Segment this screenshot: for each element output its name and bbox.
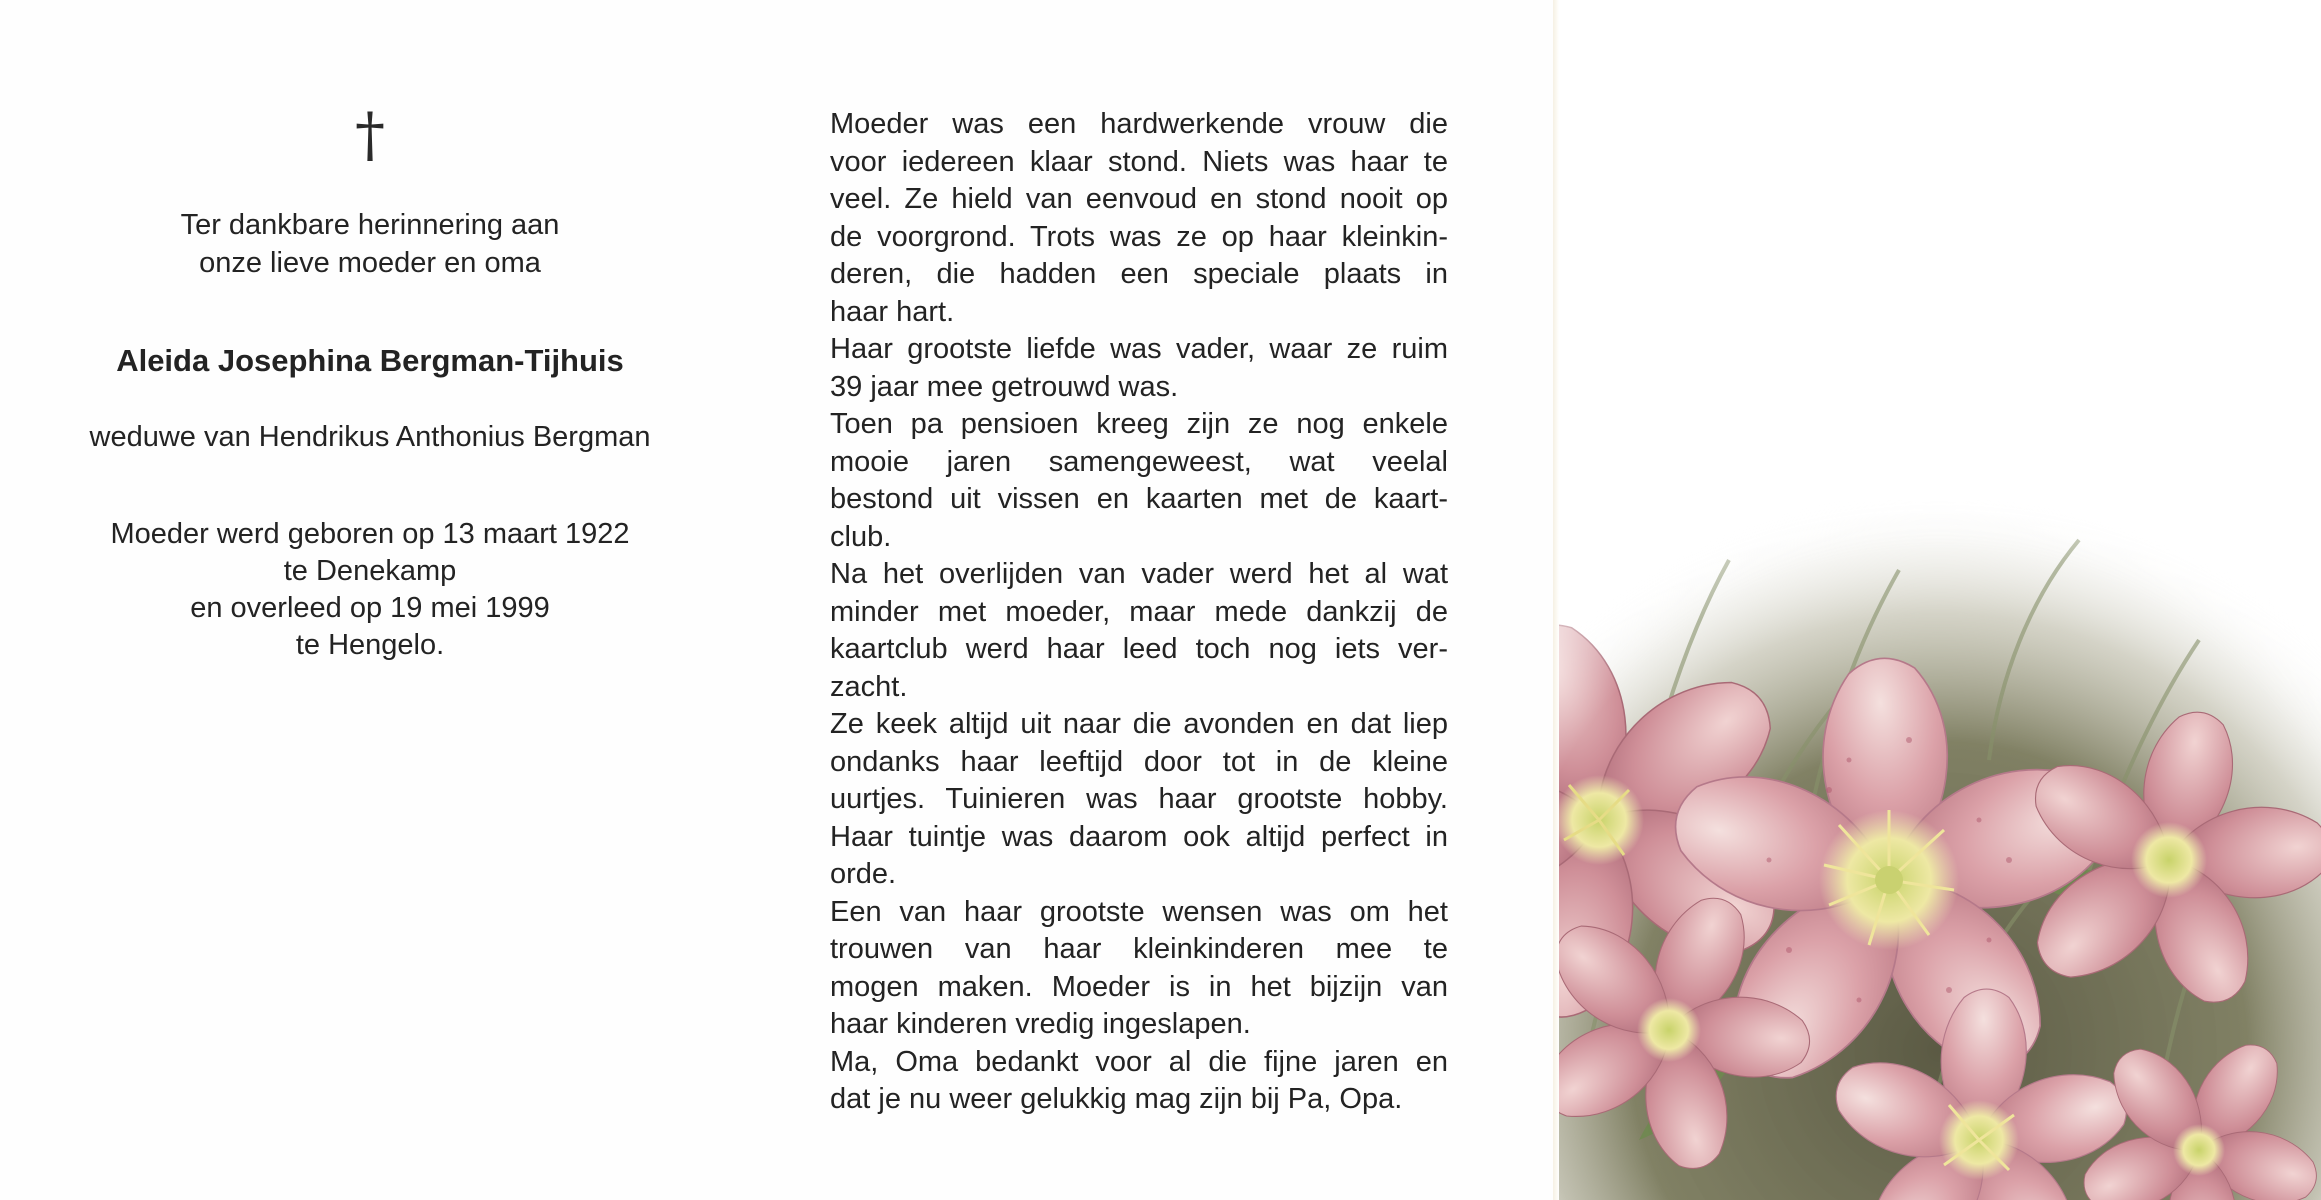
paragraph-line: club.: [830, 520, 892, 553]
paragraph-line: Een van haar grootste wensen was om het: [830, 895, 1448, 928]
paragraph-line: deren, die hadden een speciale plaats in: [830, 258, 1448, 290]
flower-image: [1559, 0, 2321, 1200]
paragraph-line: bestond uit vissen en kaarten met de kaart-: [830, 483, 1448, 515]
text-paragraph: [830, 406, 1448, 556]
paragraph-line: dat je nu weer gelukkig mag zijn bij Pa, Opa.: [830, 1083, 1403, 1115]
text-paragraph: [830, 556, 1448, 706]
death-line: en overleed op 19 mei 1999: [190, 592, 550, 624]
text-paragraph: [830, 1044, 1448, 1119]
text-paragraph: [830, 331, 1448, 406]
cross-icon: †: [355, 100, 385, 170]
paragraph-line: haar hart.: [830, 295, 955, 328]
deceased-name: Aleida Josephina Bergman-Tijhuis: [116, 343, 624, 378]
paragraph-line: mooie jaren samengeweest, wat veelal: [830, 445, 1448, 478]
paragraph-line: haar kinderen vredig ingeslapen.: [830, 1008, 1251, 1040]
paragraph-line: mogen maken. Moeder is in het bijzijn van: [830, 970, 1448, 1003]
paragraph-line: minder met moeder, maar mede dankzij de: [830, 595, 1448, 628]
paragraph-line: Haar tuintje was daarom ook altijd perfect in: [830, 820, 1448, 853]
birth-place-line: te Denekamp: [283, 555, 457, 587]
dedication-line: Ter dankbare herinnering aan: [180, 209, 560, 241]
middle-panel: [830, 106, 1448, 1119]
paragraph-line: de voorgrond. Trots was ze op haar kleinkin-: [830, 220, 1448, 253]
paragraph-line: Ma, Oma bedankt voor al die fijne jaren en: [830, 1045, 1448, 1078]
paragraph-line: orde.: [830, 858, 897, 890]
paragraph-line: trouwen van haar kleinkinderen mee te: [830, 933, 1448, 965]
left-panel: [40, 100, 700, 664]
paragraph-line: ondanks haar leeftijd door tot in de kleine: [830, 745, 1448, 778]
hellebore-flowers-icon: [1559, 0, 2321, 1200]
text-paragraph: [830, 106, 1448, 331]
dedication-line: onze lieve moeder en oma: [199, 247, 541, 279]
paragraph-line: zacht.: [830, 670, 908, 703]
dedication: [40, 206, 700, 282]
paragraph-line: kaartclub werd haar leed toch nog iets ver-: [830, 633, 1448, 665]
paragraph-line: Na het overlijden van vader werd het al wat: [830, 558, 1448, 590]
text-paragraph: [830, 894, 1448, 1044]
paragraph-line: voor iedereen klaar stond. Niets was haar te: [830, 145, 1448, 178]
widow-of-line: weduwe van Hendrikus Anthonius Bergman: [89, 421, 651, 453]
paragraph-line: Moeder was een hardwerkende vrouw die: [830, 108, 1448, 140]
paragraph-line: Toen pa pensioen kreeg zijn ze nog enkele: [830, 408, 1448, 440]
death-place-line: te Hengelo.: [295, 629, 445, 661]
paragraph-line: veel. Ze hield van eenvoud en stond nooit op: [830, 183, 1448, 215]
paragraph-line: Haar grootste liefde was vader, waar ze ruim: [830, 333, 1448, 365]
paragraph-line: uurtjes. Tuinieren was haar grootste hobby.: [830, 783, 1448, 815]
text-paragraph: [830, 706, 1448, 894]
birth-line: Moeder werd geboren op 13 maart 1922: [110, 518, 630, 550]
paragraph-line: 39 jaar mee getrouwd was.: [830, 370, 1179, 403]
life-dates: [40, 516, 700, 664]
paragraph-line: Ze keek altijd uit naar die avonden en dat liep: [830, 708, 1448, 740]
